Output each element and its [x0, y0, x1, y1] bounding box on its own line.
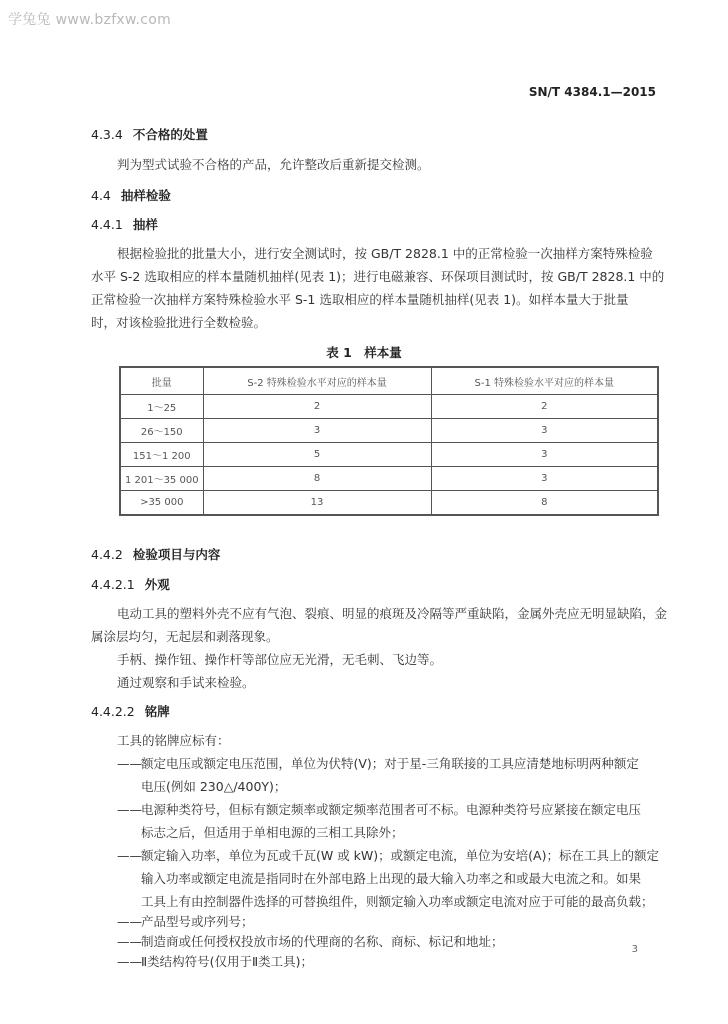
table-cell: 3 [203, 419, 431, 443]
table-cell: 13 [203, 491, 431, 516]
paragraph-line: 通过观察和手试来检验。 [117, 675, 255, 690]
watermark: 学兔兔 www.bzfxw.com [8, 12, 172, 28]
table-cell: 8 [431, 491, 658, 516]
list-item [117, 932, 504, 950]
table-cell: 2 [431, 395, 658, 419]
list-item-text: 额定电压或额定电压范围，单位为伏特(V)；对于星-三角联接的工具应清楚地标明两种额定 [141, 756, 639, 771]
list-item-text: 标志之后，但适用于单相电源的三相工具除外； [141, 825, 404, 840]
heading-4-4-2 [91, 545, 220, 563]
table-cell: 1～25 [120, 395, 203, 419]
list-item-text: 电压(例如 230△/400Y)； [141, 779, 287, 794]
paragraph-line: 根据检验批的批量大小，进行安全测试时，按 GB/T 2828.1 中的正常检验一次抽样方案特殊检验 [117, 246, 653, 261]
list-item [117, 846, 659, 864]
list-item-text: 电源种类符号，但标有额定频率或额定频率范围者可不标。电源种类符号应紧接在额定电压 [141, 802, 642, 817]
table-cell: 1 201～35 000 [120, 467, 203, 491]
heading-4-4 [91, 186, 171, 204]
list-item-text: 工具上有由控制器件选择的可替换组件，则额定输入功率或额定电流对应于可能的最高负载； [141, 894, 654, 909]
list-item-text: 输入功率或额定电流是指同时在外部电路上出现的最大输入功率之和或最大电流之和。如果 [141, 871, 642, 886]
heading-4-4-1 [91, 215, 158, 233]
table-cell: 26～150 [120, 419, 203, 443]
list-dash: —— [117, 934, 142, 949]
paragraph-line: 电动工具的塑料外壳不应有气泡、裂痕、明显的痕斑及冷隔等严重缺陷，金属外壳应无明显缺陷，金 [117, 606, 668, 621]
paragraph-4-3-4: 判为型式试验不合格的产品，允许整改后重新提交检测。 [117, 157, 430, 172]
list-item-text: 产品型号或序列号； [141, 914, 254, 929]
table-caption: 表 1 样本量 [326, 345, 402, 360]
column-header: 批量 [120, 367, 203, 395]
table-row [120, 419, 658, 443]
paragraph-line: 水平 S-2 选取相应的样本量随机抽样(见表 1)；进行电磁兼容、环保项目测试时，按 GB/T 2828.1 中的 [91, 269, 665, 284]
section-number: 4.4.2.2 [91, 704, 135, 719]
table-cell: 3 [431, 419, 658, 443]
list-item [117, 912, 254, 930]
list-item [117, 869, 641, 887]
list-item-text: Ⅱ类结构符号(仅用于Ⅱ类工具)； [141, 954, 314, 969]
list-item-text: 额定输入功率，单位为瓦或千瓦(W 或 kW)；或额定电流，单位为安培(A)；标在工具上的额定 [141, 848, 659, 863]
table-row [120, 443, 658, 467]
heading-4-4-2-2 [91, 702, 170, 720]
list-item [117, 823, 404, 841]
paragraph-line: 手柄、操作钮、操作杆等部位应无光滑，无毛刺、飞边等。 [117, 652, 443, 667]
list-dash: —— [117, 954, 142, 969]
section-title: 外观 [144, 577, 170, 592]
section-number: 4.4.2.1 [91, 577, 135, 592]
table-cell: >35 000 [120, 491, 203, 516]
table-row [120, 491, 658, 516]
paragraph-line: 属涂层均匀，无起层和剥落现象。 [91, 629, 279, 644]
table-cell: 2 [203, 395, 431, 419]
heading-4-4-2-1 [91, 575, 170, 593]
list-dash: —— [117, 802, 142, 817]
section-title: 抽样 [132, 217, 158, 232]
column-header: S-2 特殊检验水平对应的样本量 [203, 367, 431, 395]
list-item [117, 892, 654, 910]
section-number: 4.4.1 [91, 217, 123, 232]
section-title: 不合格的处置 [132, 127, 208, 142]
section-title: 检验项目与内容 [132, 547, 221, 562]
list-dash: —— [117, 756, 142, 771]
heading-4-3-4 [91, 125, 208, 143]
list-item-text: 制造商或任何授权投放市场的代理商的名称、商标、标记和地址； [141, 934, 504, 949]
table-cell: 5 [203, 443, 431, 467]
table-row [120, 467, 658, 491]
page-number: 3 [631, 944, 638, 955]
section-number: 4.4.2 [91, 547, 123, 562]
paragraph-line: 工具的铭牌应标有： [117, 733, 230, 748]
section-title: 铭牌 [144, 704, 170, 719]
column-header: S-1 特殊检验水平对应的样本量 [431, 367, 658, 395]
list-dash: —— [117, 848, 142, 863]
table-header-row [120, 367, 658, 395]
list-dash: —— [117, 914, 142, 929]
list-item [117, 754, 639, 772]
sample-size-table [119, 366, 659, 516]
paragraph-line: 正常检验一次抽样方案特殊检验水平 S-1 选取相应的样本量随机抽样(见表 1)。如样本量大于批量 [91, 292, 629, 307]
table-row [120, 395, 658, 419]
table-cell: 3 [431, 443, 658, 467]
table-cell: 3 [431, 467, 658, 491]
list-item [117, 800, 641, 818]
table-cell: 151～1 200 [120, 443, 203, 467]
standard-code: SN/T 4384.1—2015 [528, 85, 656, 99]
table-cell: 8 [203, 467, 431, 491]
list-item [117, 777, 286, 795]
paragraph-line: 时，对该检验批进行全数检验。 [91, 315, 267, 330]
section-number: 4.3.4 [91, 127, 123, 142]
section-number: 4.4 [91, 188, 111, 203]
section-title: 抽样检验 [120, 188, 171, 203]
list-item [117, 952, 313, 970]
